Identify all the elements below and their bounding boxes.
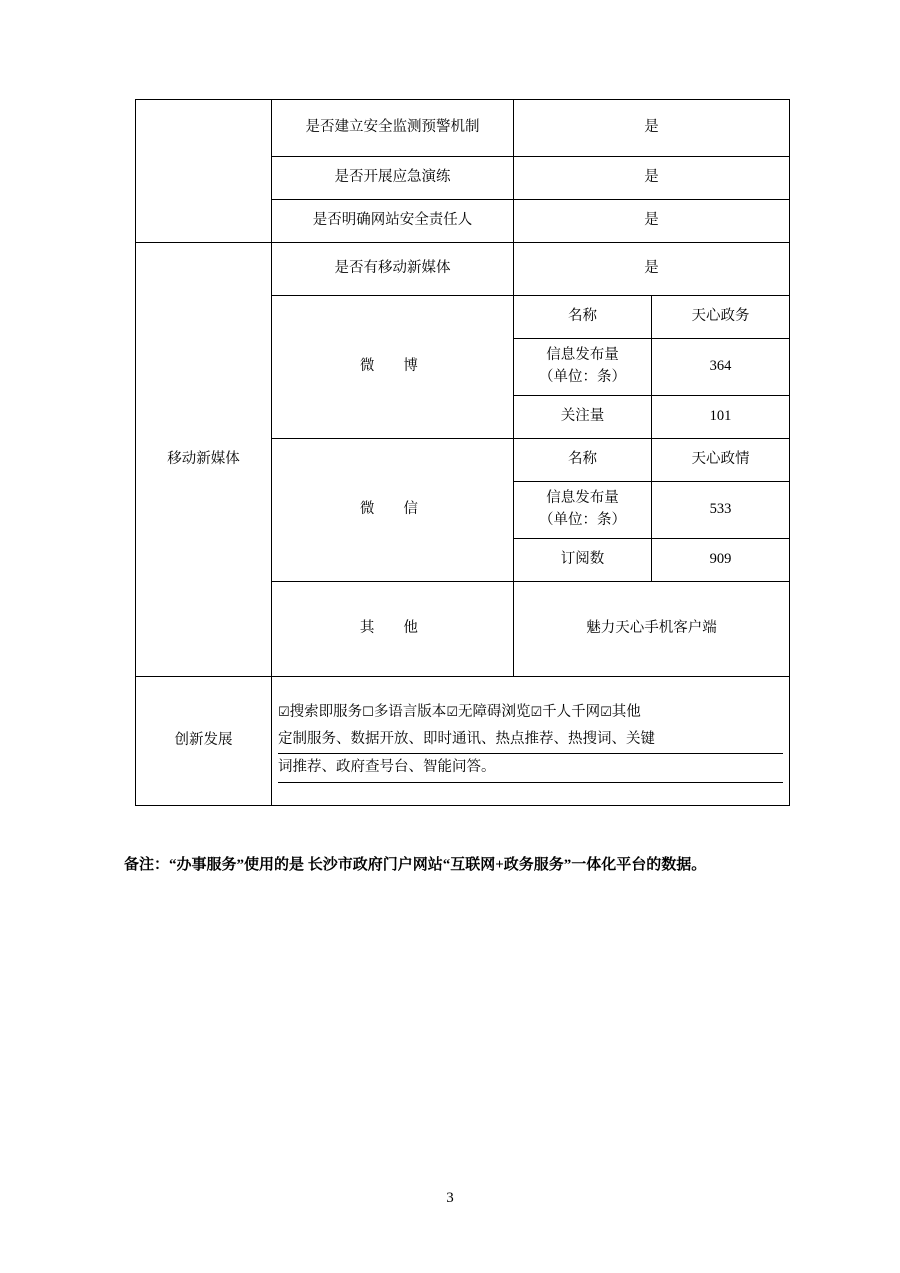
weixin-value-1: 533 — [652, 482, 790, 539]
has-new-media-label: 是否有移动新媒体 — [272, 243, 514, 296]
weibo-label: 微 博 — [272, 296, 514, 439]
security-value-1: 是 — [514, 157, 790, 200]
innovation-option-1: 多语言版本 — [373, 703, 447, 720]
security-section-label — [136, 100, 272, 243]
checkbox-checked-icon[interactable]: ☑ — [530, 704, 543, 720]
weixin-key-1-line1: 信息发布量 — [546, 490, 619, 507]
weixin-key-0: 名称 — [514, 439, 652, 482]
weibo-key-0: 名称 — [514, 296, 652, 339]
innovation-option-0: 搜索即服务 — [289, 703, 363, 720]
innovation-option-3: 千人千网 — [542, 703, 601, 720]
checkbox-checked-icon[interactable]: ☑ — [600, 704, 612, 720]
weibo-value-2: 101 — [652, 396, 790, 439]
innovation-detail-line-2: 词推荐、政府查号台、智能问答。 — [278, 754, 783, 783]
weixin-value-2: 909 — [652, 539, 790, 582]
checkbox-checked-icon[interactable]: ☑ — [446, 704, 458, 720]
innovation-text — [278, 699, 783, 783]
security-label-0: 是否建立安全监测预警机制 — [272, 100, 514, 157]
security-value-2: 是 — [514, 200, 790, 243]
table-row — [136, 243, 790, 296]
security-label-1: 是否开展应急演练 — [272, 157, 514, 200]
weibo-key-1-line1: 信息发布量 — [546, 347, 619, 364]
security-label-2: 是否明确网站安全责任人 — [272, 200, 514, 243]
new-media-section-label: 移动新媒体 — [136, 243, 272, 677]
table-row — [136, 100, 790, 157]
weibo-value-1: 364 — [652, 339, 790, 396]
checkbox-checked-icon[interactable]: ☑ — [278, 704, 290, 720]
weibo-value-0: 天心政务 — [652, 296, 790, 339]
weixin-key-1-line2: （单位：条） — [539, 512, 626, 528]
other-media-value: 魅力天心手机客户端 — [514, 582, 790, 677]
innovation-options-line — [278, 699, 783, 726]
weibo-key-1-line2: （单位：条） — [539, 369, 626, 385]
other-media-label: 其 他 — [272, 582, 514, 677]
innovation-section-label: 创新发展 — [136, 677, 272, 806]
weixin-label: 微 信 — [272, 439, 514, 582]
weixin-key-2: 订阅数 — [514, 539, 652, 582]
weibo-key-1 — [514, 339, 652, 396]
page-number: 3 — [446, 1190, 454, 1206]
document-note: 备注：“办事服务”使用的是 长沙市政府门户网站“互联网+政务服务”一体化平台的数据。 — [124, 857, 707, 873]
checkbox-unchecked-icon[interactable]: ☐ — [362, 704, 374, 720]
website-report-table — [135, 99, 790, 806]
table-row — [136, 677, 790, 806]
innovation-option-4: 其他 — [611, 703, 641, 720]
innovation-content — [272, 677, 790, 806]
has-new-media-value: 是 — [514, 243, 790, 296]
weixin-value-0: 天心政情 — [652, 439, 790, 482]
weixin-key-1 — [514, 482, 652, 539]
innovation-detail-line-1: 定制服务、数据开放、即时通讯、热点推荐、热搜词、关键 — [278, 726, 783, 755]
weibo-key-2: 关注量 — [514, 396, 652, 439]
security-value-0: 是 — [514, 100, 790, 157]
innovation-option-2: 无障碍浏览 — [457, 703, 531, 720]
